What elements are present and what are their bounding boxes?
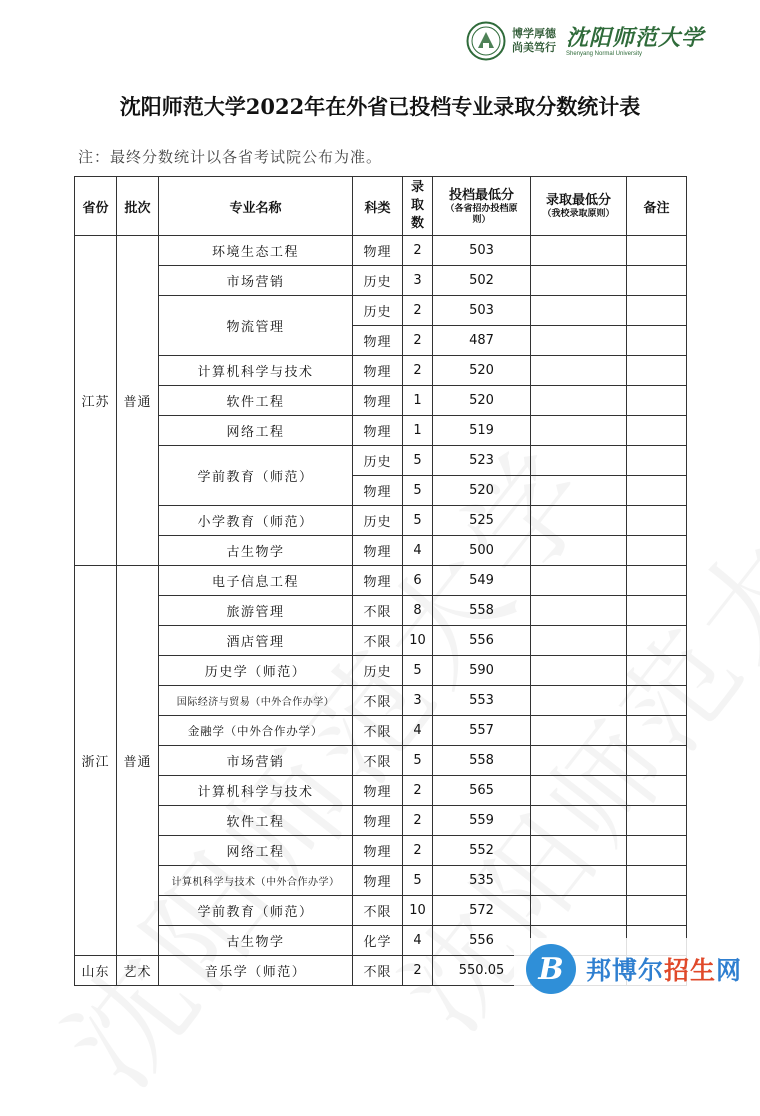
count-cell: 5 (403, 506, 433, 536)
badge-text-part1: 邦博尔 (586, 956, 665, 985)
remark-cell (627, 266, 687, 296)
major-cell: 计算机科学与技术（中外合作办学） (159, 866, 353, 896)
header-admission-score-main: 录取最低分 (545, 193, 611, 208)
count-cell: 5 (403, 476, 433, 506)
min-score-cell: 535 (433, 866, 531, 896)
subject-cell: 物理 (353, 776, 403, 806)
remark-cell (627, 656, 687, 686)
table-row (75, 746, 687, 776)
min-score-cell: 500 (433, 536, 531, 566)
remark-cell (627, 446, 687, 476)
badge-text (586, 951, 742, 987)
min-score-cell: 525 (433, 506, 531, 536)
table-row (75, 716, 687, 746)
admission-score-cell (531, 896, 627, 926)
admission-score-cell (531, 236, 627, 266)
major-cell: 小学教育（师范） (159, 506, 353, 536)
admission-score-cell (531, 836, 627, 866)
badge-text-part2: 招生 (664, 956, 717, 985)
university-name-en: Shenyang Normal University (565, 50, 643, 57)
header-min-score-main: 投档最低分 (448, 187, 514, 203)
major-cell: 网络工程 (159, 416, 353, 446)
subject-cell: 物理 (353, 476, 403, 506)
count-cell: 4 (403, 716, 433, 746)
remark-cell (627, 716, 687, 746)
admission-score-cell (531, 326, 627, 356)
remark-cell (627, 296, 687, 326)
admission-score-cell (531, 446, 627, 476)
university-name-cn: 沈阳师范大学 (565, 24, 704, 51)
subject-cell: 不限 (353, 716, 403, 746)
table-row (75, 236, 687, 266)
subject-cell: 历史 (353, 506, 403, 536)
header-admission-score-sub: （我校录取原则） (542, 209, 615, 219)
min-score-cell: 556 (433, 626, 531, 656)
header-subject: 科类 (353, 177, 403, 236)
min-score-cell: 487 (433, 326, 531, 356)
min-score-cell: 520 (433, 476, 531, 506)
header-batch: 批次 (117, 177, 159, 236)
remark-cell (627, 746, 687, 776)
min-score-cell: 565 (433, 776, 531, 806)
remark-cell (627, 476, 687, 506)
admission-score-cell (531, 566, 627, 596)
admission-score-cell (531, 596, 627, 626)
subject-cell: 不限 (353, 596, 403, 626)
count-cell: 6 (403, 566, 433, 596)
table-row (75, 896, 687, 926)
subject-cell: 不限 (353, 686, 403, 716)
subject-cell: 物理 (353, 806, 403, 836)
admission-score-cell (531, 626, 627, 656)
count-cell: 3 (403, 686, 433, 716)
count-cell: 10 (403, 626, 433, 656)
remark-cell (627, 506, 687, 536)
subject-cell: 历史 (353, 266, 403, 296)
count-cell: 5 (403, 746, 433, 776)
note-text: 注：最终分数统计以各省考试院公布为准。 (78, 148, 383, 166)
badge-text-part3: 网 (716, 956, 743, 985)
university-name-block (566, 26, 704, 57)
min-score-cell: 552 (433, 836, 531, 866)
major-cell: 学前教育（师范） (159, 446, 353, 506)
province-cell: 江苏 (75, 236, 117, 566)
major-cell: 音乐学（师范） (159, 956, 353, 986)
major-cell: 市场营销 (159, 266, 353, 296)
batch-cell: 普通 (117, 236, 159, 566)
document-title: 沈阳师范大学2022年在外省已投档专业录取分数统计表 (119, 94, 641, 119)
motto-line-1: 博学厚德 (511, 27, 556, 40)
min-score-cell: 503 (433, 236, 531, 266)
major-cell: 计算机科学与技术 (159, 356, 353, 386)
subject-cell: 物理 (353, 566, 403, 596)
subject-cell: 物理 (353, 236, 403, 266)
major-cell: 国际经济与贸易（中外合作办学） (159, 686, 353, 716)
university-logo (466, 18, 704, 64)
table-row (75, 596, 687, 626)
count-cell: 3 (403, 266, 433, 296)
remark-cell (627, 806, 687, 836)
major-cell: 古生物学 (159, 926, 353, 956)
count-cell: 4 (403, 926, 433, 956)
table-row (75, 866, 687, 896)
university-emblem-icon (466, 21, 506, 61)
subject-cell: 物理 (353, 536, 403, 566)
min-score-cell: 557 (433, 716, 531, 746)
min-score-cell: 556 (433, 926, 531, 956)
admission-score-cell (531, 806, 627, 836)
admission-score-cell (531, 686, 627, 716)
table-header-row (75, 177, 687, 236)
subject-cell: 不限 (353, 746, 403, 776)
province-cell: 浙江 (75, 566, 117, 956)
subject-cell: 不限 (353, 626, 403, 656)
major-cell: 酒店管理 (159, 626, 353, 656)
major-cell: 金融学（中外合作办学） (159, 716, 353, 746)
site-badge[interactable] (514, 938, 760, 1000)
header-min-score-sub: （各省招办投档原则） (445, 203, 518, 225)
min-score-cell: 590 (433, 656, 531, 686)
min-score-cell: 553 (433, 686, 531, 716)
count-cell: 1 (403, 416, 433, 446)
count-cell: 4 (403, 536, 433, 566)
major-cell: 环境生态工程 (159, 236, 353, 266)
subject-cell: 物理 (353, 356, 403, 386)
subject-cell: 历史 (353, 446, 403, 476)
header-admission-score (531, 177, 627, 236)
table-row (75, 686, 687, 716)
table-row (75, 386, 687, 416)
major-cell: 物流管理 (159, 296, 353, 356)
table-row (75, 536, 687, 566)
remark-cell (627, 356, 687, 386)
remark-cell (627, 536, 687, 566)
batch-cell: 普通 (117, 566, 159, 956)
table-row (75, 836, 687, 866)
table-row (75, 266, 687, 296)
count-cell: 8 (403, 596, 433, 626)
admission-score-cell (531, 506, 627, 536)
count-cell: 5 (403, 656, 433, 686)
major-cell: 网络工程 (159, 836, 353, 866)
major-cell: 电子信息工程 (159, 566, 353, 596)
subject-cell: 物理 (353, 386, 403, 416)
subject-cell: 历史 (353, 656, 403, 686)
major-cell: 软件工程 (159, 806, 353, 836)
table-row (75, 506, 687, 536)
header-major: 专业名称 (159, 177, 353, 236)
admission-score-cell (531, 266, 627, 296)
min-score-cell: 558 (433, 596, 531, 626)
table-row (75, 356, 687, 386)
subject-cell: 不限 (353, 956, 403, 986)
count-cell: 10 (403, 896, 433, 926)
min-score-cell: 549 (433, 566, 531, 596)
admission-score-cell (531, 656, 627, 686)
min-score-cell: 519 (433, 416, 531, 446)
remark-cell (627, 836, 687, 866)
admission-score-cell (531, 296, 627, 326)
min-score-cell: 520 (433, 356, 531, 386)
table-row (75, 296, 687, 326)
remark-cell (627, 596, 687, 626)
count-cell: 2 (403, 836, 433, 866)
min-score-cell: 572 (433, 896, 531, 926)
remark-cell (627, 626, 687, 656)
major-cell: 软件工程 (159, 386, 353, 416)
badge-b-icon: B (526, 944, 576, 994)
admission-score-cell (531, 536, 627, 566)
remark-cell (627, 566, 687, 596)
admission-score-cell (531, 416, 627, 446)
table-row (75, 656, 687, 686)
major-cell: 古生物学 (159, 536, 353, 566)
min-score-cell: 559 (433, 806, 531, 836)
count-cell: 2 (403, 956, 433, 986)
min-score-cell: 523 (433, 446, 531, 476)
remark-cell (627, 896, 687, 926)
header-count-text: 录取数 (410, 180, 424, 231)
remark-cell (627, 416, 687, 446)
remark-cell (627, 236, 687, 266)
admission-score-cell (531, 386, 627, 416)
admission-score-table (74, 176, 687, 986)
subject-cell: 物理 (353, 866, 403, 896)
batch-cell: 艺术 (117, 956, 159, 986)
major-cell: 旅游管理 (159, 596, 353, 626)
count-cell: 2 (403, 296, 433, 326)
min-score-cell: 502 (433, 266, 531, 296)
table-row (75, 776, 687, 806)
count-cell: 5 (403, 446, 433, 476)
count-cell: 1 (403, 386, 433, 416)
subject-cell: 历史 (353, 296, 403, 326)
subject-cell: 不限 (353, 896, 403, 926)
header-count (403, 177, 433, 236)
major-cell: 市场营销 (159, 746, 353, 776)
admission-score-cell (531, 476, 627, 506)
remark-cell (627, 386, 687, 416)
university-motto (512, 27, 556, 55)
count-cell: 2 (403, 236, 433, 266)
count-cell: 2 (403, 326, 433, 356)
admission-score-cell (531, 716, 627, 746)
province-cell: 山东 (75, 956, 117, 986)
header-min-score (433, 177, 531, 236)
min-score-cell: 550.05 (433, 956, 531, 986)
table-row (75, 806, 687, 836)
remark-cell (627, 326, 687, 356)
count-cell: 2 (403, 806, 433, 836)
table-row (75, 446, 687, 476)
subject-cell: 物理 (353, 326, 403, 356)
remark-cell (627, 686, 687, 716)
min-score-cell: 520 (433, 386, 531, 416)
subject-cell: 化学 (353, 926, 403, 956)
min-score-cell: 503 (433, 296, 531, 326)
motto-line-2: 尚美笃行 (511, 41, 556, 54)
admission-score-cell (531, 866, 627, 896)
table-row (75, 626, 687, 656)
header-remark: 备注 (627, 177, 687, 236)
count-cell: 2 (403, 356, 433, 386)
remark-cell (627, 866, 687, 896)
count-cell: 5 (403, 866, 433, 896)
remark-cell (627, 776, 687, 806)
count-cell: 2 (403, 776, 433, 806)
admission-score-cell (531, 356, 627, 386)
table-row (75, 566, 687, 596)
admission-score-cell (531, 776, 627, 806)
major-cell: 计算机科学与技术 (159, 776, 353, 806)
major-cell: 学前教育（师范） (159, 896, 353, 926)
min-score-cell: 558 (433, 746, 531, 776)
table-row (75, 416, 687, 446)
header-province: 省份 (75, 177, 117, 236)
major-cell: 历史学（师范） (159, 656, 353, 686)
subject-cell: 物理 (353, 836, 403, 866)
admission-score-cell (531, 746, 627, 776)
subject-cell: 物理 (353, 416, 403, 446)
